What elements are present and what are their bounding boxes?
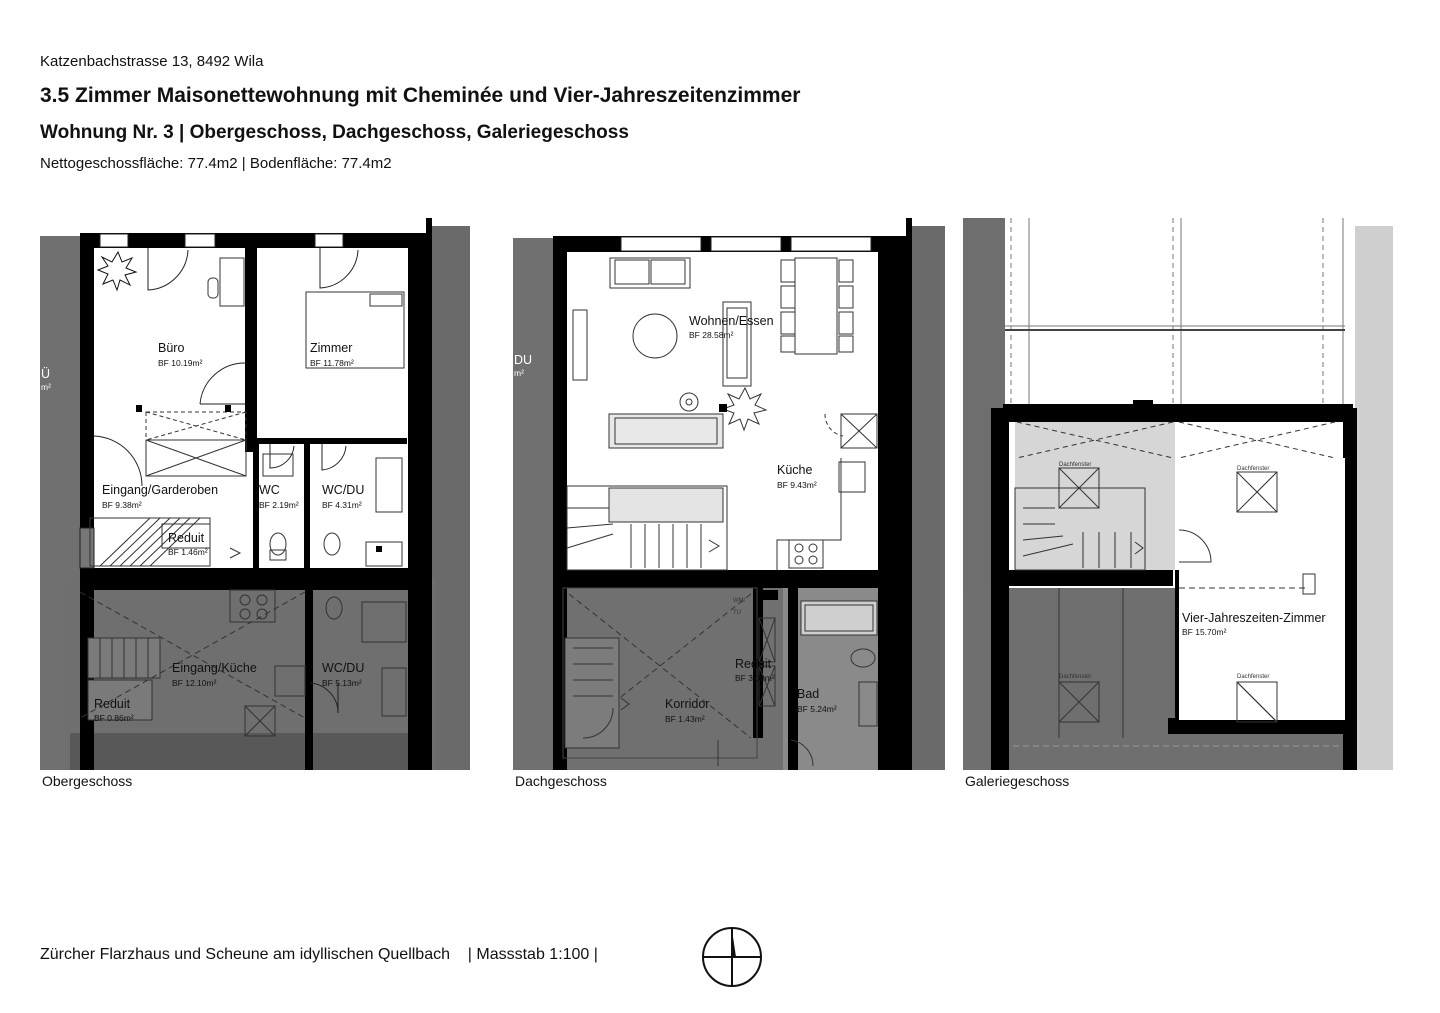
area-summary: Nettogeschossfläche: 77.4m2 | Bodenfläche: 77.4m2 <box>40 155 392 172</box>
room-name: WC/DU <box>322 483 365 497</box>
room-name: Büro <box>158 341 185 355</box>
fragment-label: m² <box>514 368 524 378</box>
property-address: Katzenbachstrasse 13, 8492 Wila <box>40 53 264 70</box>
room-area: BF 10.19m² <box>158 358 203 368</box>
floorplan-galeriegeschoss <box>963 218 1395 770</box>
appliance-label: WM/ <box>733 598 746 604</box>
floorplan-dachgeschoss <box>513 218 945 770</box>
room-name: Reduit <box>735 657 772 671</box>
room-area: BF 1.43m² <box>665 714 705 724</box>
room-area: BF 12.10m² <box>172 678 217 688</box>
page-subtitle: Wohnung Nr. 3 | Obergeschoss, Dachgeschoss, Galeriegeschoss <box>40 122 629 143</box>
room-area: BF 28.58m² <box>689 330 734 340</box>
floorplan-obergeschoss <box>40 218 472 770</box>
room-area: BF 4.31m² <box>322 500 362 510</box>
room-name: Vier-Jahreszeiten-Zimmer <box>1182 611 1326 625</box>
room-area: BF 15.70m² <box>1182 627 1227 637</box>
room-name: Eingang/Garderoben <box>102 483 219 497</box>
skylight-label: Dachfenster <box>1059 674 1092 680</box>
caption-dachgeschoss: Dachgeschoss <box>515 773 607 789</box>
skylight-label: Dachfenster <box>1237 674 1270 680</box>
room-area: BF 9.38m² <box>102 500 142 510</box>
skylight-label: Dachfenster <box>1059 462 1092 468</box>
room-area: BF 2.19m² <box>259 500 299 510</box>
fragment-label: m² <box>41 382 51 392</box>
room-name: Eingang/Küche <box>172 661 257 675</box>
room-name: WC/DU <box>322 661 365 675</box>
room-area: BF 5.24m² <box>797 704 837 714</box>
skylight-label: Dachfenster <box>1237 466 1270 472</box>
room-name: Küche <box>777 463 813 477</box>
room-name: Reduit <box>94 697 131 711</box>
room-area: BF 5.13m² <box>322 678 362 688</box>
fragment-label: Ü <box>41 367 51 381</box>
fragment-label: DU <box>514 353 533 367</box>
room-area: BF 3.00m² <box>735 673 775 683</box>
footer-text: Zürcher Flarzhaus und Scheune am idyllischen Quellbach | Massstab 1:100 | <box>40 946 598 963</box>
room-area: BF 1.46m² <box>168 547 208 557</box>
room-name: Zimmer <box>310 341 353 355</box>
room-area: BF 0.86m² <box>94 713 134 723</box>
room-name: Korridor <box>665 697 710 711</box>
page-title: 3.5 Zimmer Maisonettewohnung mit Cheminée und Vier-Jahreszeitenzimmer <box>40 84 801 107</box>
north-arrow-icon <box>700 926 764 990</box>
room-area: BF 9.43m² <box>777 480 817 490</box>
caption-galeriegeschoss: Galeriegeschoss <box>965 773 1070 789</box>
room-name: Wohnen/Essen <box>689 314 774 328</box>
room-name: WC <box>259 483 280 497</box>
room-area: BF 11.78m² <box>310 358 354 368</box>
caption-obergeschoss: Obergeschoss <box>42 773 133 789</box>
room-name: Bad <box>797 687 820 701</box>
appliance-label: TU <box>733 610 741 616</box>
room-name: Reduit <box>168 531 205 545</box>
